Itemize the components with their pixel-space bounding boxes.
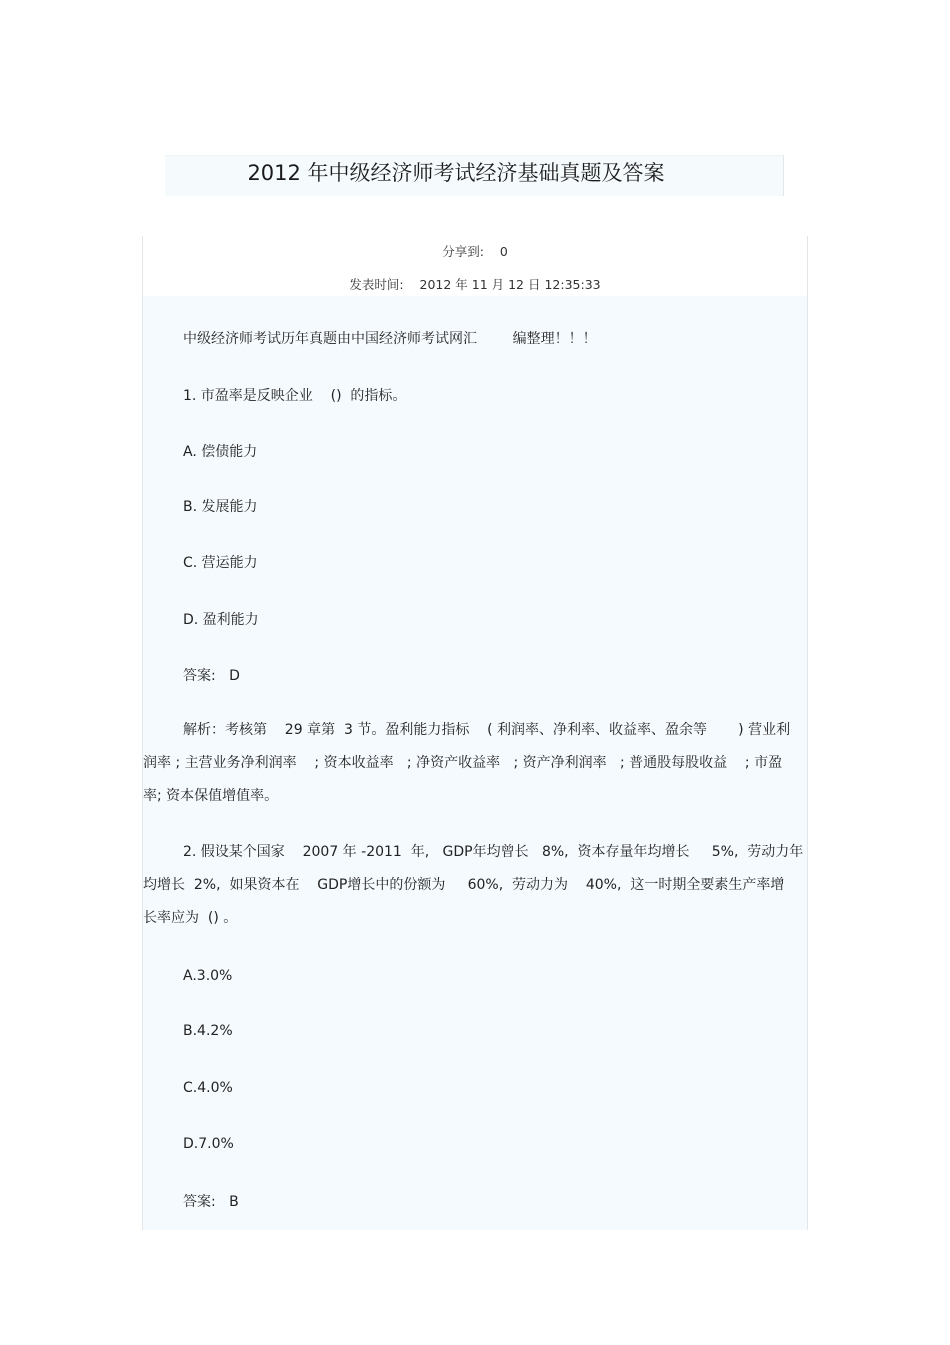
- article-body: [143, 296, 807, 1230]
- q1-analysis-line: 解析：考核第 29 章第 3 节。盈利能力指标 ( 利润率、净利率、收益率、盈余等 ) 营业利: [183, 722, 791, 738]
- q1-option-d: D. 盈利能力: [183, 612, 259, 628]
- question-1: 1. 市盈率是反映企业 () 的指标。: [183, 388, 407, 404]
- post-date: 发表时间: 2012 年 11 月 12 日 12:35:33: [349, 277, 601, 292]
- q2-option-d: D.7.0%: [183, 1136, 234, 1152]
- q2-question-line: 均增长 2%, 如果资本在 GDP增长中的份额为 60%, 劳动力为 40%, 这一时期全要素生产率增: [143, 877, 785, 893]
- article-panel: [142, 236, 808, 1230]
- q1-option-b: B. 发展能力: [183, 499, 258, 515]
- q1-analysis-line: 率; 资本保值增值率。: [143, 788, 279, 804]
- q1-answer: 答案: D: [183, 668, 240, 684]
- q2-question-line: 长率应为 () 。: [143, 910, 238, 926]
- q1-option-c: C. 营运能力: [183, 555, 258, 571]
- share-count: 分享到: 0: [442, 244, 508, 259]
- q1-analysis-line: 润率 ; 主营业务净利润率 ; 资本收益率 ; 净资产收益率 ; 资产净利润率 ; 普通股每股收益 ; 市盈: [143, 755, 783, 771]
- q1-option-a: A. 偿债能力: [183, 444, 258, 460]
- intro-paragraph: 中级经济师考试历年真题由中国经济师考试网汇 编整理！！！: [183, 331, 597, 347]
- q1-analysis: [143, 714, 803, 813]
- q2-answer: 答案: B: [183, 1194, 239, 1210]
- q2-option-c: C.4.0%: [183, 1080, 233, 1096]
- q2-option-b: B.4.2%: [183, 1023, 233, 1039]
- question-2: [143, 836, 803, 935]
- q2-option-a: A.3.0%: [183, 968, 233, 984]
- page-title: 2012 年中级经济师考试经济基础真题及答案: [247, 161, 665, 185]
- q2-question-line: 2. 假设某个国家 2007 年 -2011 年, GDP年均曾长 8%, 资本存量年均增长 5%, 劳动力年: [183, 844, 804, 860]
